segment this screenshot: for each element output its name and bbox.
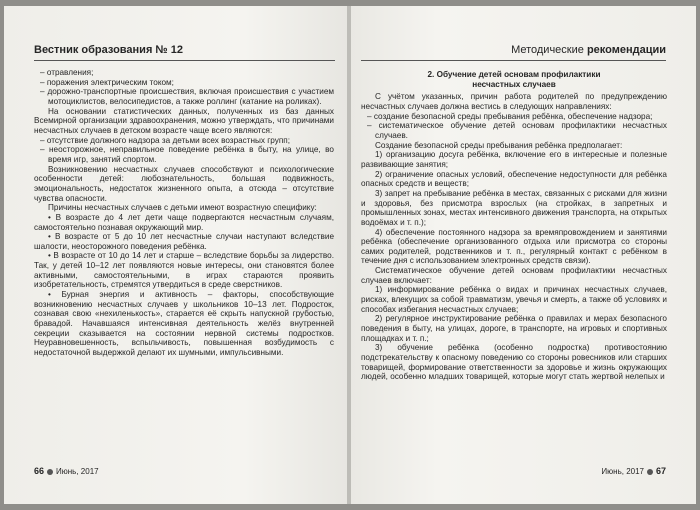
left-page-number: 66 — [34, 466, 45, 476]
paragraph: 2) регулярное инструктирование ребёнка о правилах и мерах безопасного поведения в быту, на улицах, дороге, в транспорте, на игровых и спортивных площадках и т. п.; — [361, 314, 667, 343]
right-paragraphs — [361, 92, 667, 382]
issue-number: образования № 12 — [78, 44, 183, 56]
paragraph: • Бурная энергия и активность – факторы, способствующие возникновению несчастных случаев у школьников 10–13 лет. Подросток, сознавая свою «нехиленькость», старается её скрыть напускной грубостью, бравадой. Начавшаяся интенсивная деятельность желёз внутренней секреции сказывается на состоянии нервной системы подростков. Неуравновешенность, вспыльчивость, повышенная возбудимость с недостаточной выдержкой делают их шумными, импульсивными. — [34, 290, 334, 358]
paragraph: – дорожно-транспортные происшествия, включая происшествия с участием мотоциклистов, велосипедистов, а также роллинг (катание на роликах). — [40, 87, 334, 106]
paragraph: С учётом указанных, причин работа родителей по предупреждению несчастных случаев должна вестись в следующих направлениях: — [361, 92, 667, 111]
paragraph: – поражения электрическим током; — [40, 77, 174, 87]
paragraph: – создание безопасной среды пребывания ребёнка, обеспечение надзора; — [367, 111, 653, 121]
right-footer-date: Июнь, 2017 — [601, 467, 644, 476]
journal-title: Вестник — [34, 44, 79, 56]
paragraph: 2) ограничение опасных условий, обеспечение недоступности для ребёнка опасных средств и веществ; — [361, 169, 667, 189]
footer-dot-icon — [47, 469, 53, 475]
right-page-number: 67 — [655, 466, 666, 476]
paragraph: • В возрасте от 5 до 10 лет несчастные случаи наступают вследствие шалости, неосторожного поведения ребёнка. — [34, 232, 334, 251]
paragraph: Систематическое обучение детей основам профилактики несчастных случаев включает: — [361, 266, 667, 285]
paragraph: 3) обучение ребёнка (особенно подростка) противостоянию подстрекательству к опасному поведению со стороны ровесников или старших товарищей, формирование ответственности за здоровье и жизнь окружающих людей, особенно младших товарищей, которые могут стать жертвой нелепых и — [361, 343, 667, 382]
paragraph: 1) информирование ребёнка о видах и причинах несчастных случаев, рисках, влекущих за собой травматизм, увечья и смерть, а также об условиях и способах избегания несчастных случаев; — [361, 285, 667, 314]
paragraph: • В возрасте от 10 до 14 лет и старше – вследствие борьбы за лидерство. Так, у детей 10–12 лет появляются новые интересы, они становятся более активными, самостоятельными, в играх стараются проявить изобретательность, стремятся утвердиться в среде сверстников. — [34, 251, 334, 290]
paragraph: 3) запрет на пребывание ребёнка в местах, связанных с рисками для жизни и здоровья, без присмотра взрослых (на стройках, в запретных и промышленных зонах, местах интенсивного движения транспорта, на открытых водоёмах и т. п.); — [361, 188, 667, 227]
left-body-text — [34, 68, 334, 358]
section-heading-line-1: 2. Обучение детей основам профилактики — [427, 70, 601, 79]
section-label-bold: рекомендации — [586, 44, 666, 56]
paragraph: Возникновению несчастных случаев способствуют и психологические особенности детей: любознательность, большая подвижность, эмоциональность, недостаток жизненного опыта, а отсюда – отсутствие чувства опасности. — [34, 164, 334, 203]
left-footer — [34, 466, 99, 476]
paragraph: – отравления; — [40, 68, 94, 77]
left-header-rule — [34, 60, 335, 61]
left-page — [4, 6, 347, 504]
section-heading — [361, 70, 667, 89]
right-footer — [601, 466, 666, 476]
paragraph: – систематическое обучение детей основам профилактики несчастных случаев. — [367, 121, 667, 140]
right-header-rule — [361, 60, 666, 61]
paragraph: – неосторожное, неправильное поведение ребёнка в быту, на улице, во время игр, занятий спортом. — [40, 145, 334, 164]
paragraph: На основании статистических данных, полученных из баз данных Всемирной организации здравоохранения, можно утверждать, что причинами несчастных случаев в детском возрасте чаще всего являются: — [34, 106, 334, 135]
section-heading-line-2: несчастных случаев — [472, 79, 556, 89]
paragraph: 4) обеспечение постоянного надзора за времяпровождением и занятиями ребёнка (обеспечение организованного отдыха или присмотра со стороны самих родителей, родственников и т. п., регулярный контакт с ребёнком в течение дня с использованием электронных средств связи). — [361, 227, 667, 266]
left-footer-date: Июнь, 2017 — [56, 467, 99, 476]
section-label: Методические — [511, 44, 587, 56]
right-page — [351, 6, 696, 504]
paragraph: • В возрасте до 4 лет дети чаще подвергаются несчастным случаям, самостоятельно познавая окружающий мир. — [34, 212, 334, 232]
paragraph: 1) организацию досуга ребёнка, включение его в интересные и полезные развивающие занятия; — [361, 150, 667, 169]
paragraph: Причины несчастных случаев с детьми имеют возрастную специфику: — [48, 203, 317, 213]
right-running-header — [361, 44, 666, 58]
left-running-header — [34, 44, 333, 58]
right-body-text — [361, 68, 667, 382]
footer-dot-icon — [647, 469, 653, 475]
paragraph: Создание безопасной среды пребывания ребёнка предполагает: — [375, 140, 623, 150]
paragraph: – отсутствие должного надзора за детьми всех возрастных групп; — [40, 135, 290, 145]
